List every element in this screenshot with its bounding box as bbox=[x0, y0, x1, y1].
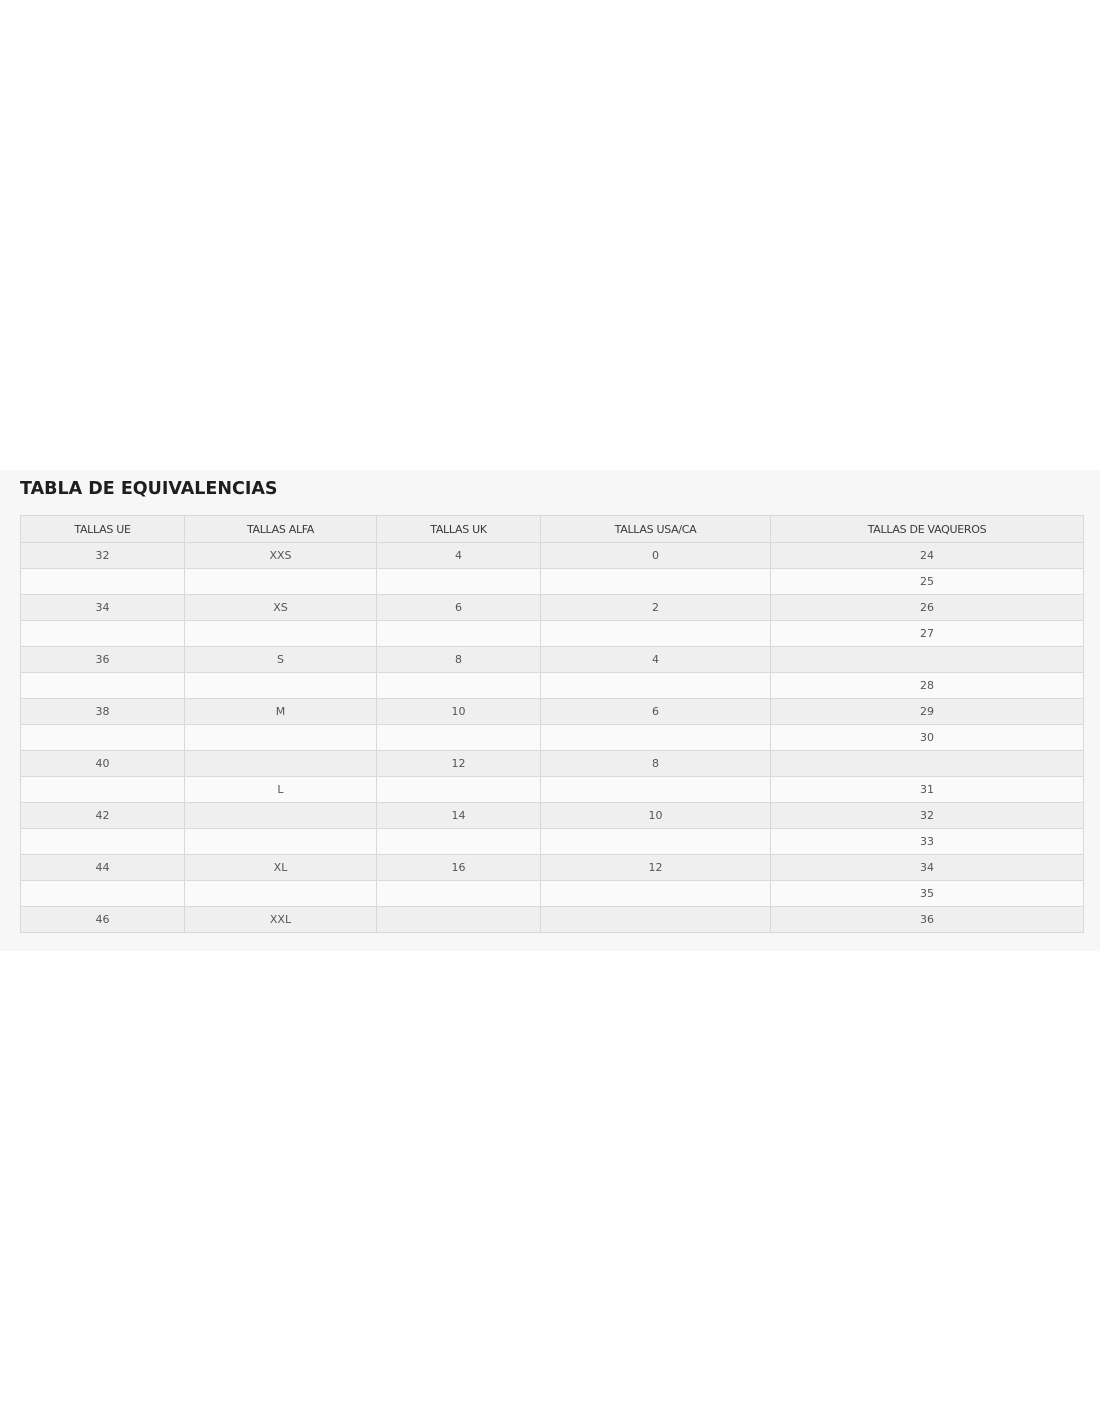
cell-tallas-vaqueros: 35 bbox=[771, 881, 1084, 907]
table-row bbox=[21, 803, 1084, 829]
cell-tallas-ue: 40 bbox=[21, 751, 185, 777]
table-row bbox=[21, 673, 1084, 699]
cell-tallas-vaqueros: 36 bbox=[771, 907, 1084, 933]
cell-tallas-uk: 8 bbox=[377, 647, 541, 673]
header-row bbox=[21, 516, 1084, 543]
cell-tallas-uk: 14 bbox=[377, 803, 541, 829]
cell-tallas-alfa: XL bbox=[185, 855, 377, 881]
cell-tallas-uk bbox=[377, 725, 541, 751]
cell-tallas-usa-ca bbox=[541, 569, 771, 595]
cell-tallas-vaqueros: 30 bbox=[771, 725, 1084, 751]
cell-tallas-usa-ca bbox=[541, 673, 771, 699]
header-tallas-usa-ca: TALLAS USA/CA bbox=[541, 516, 771, 543]
table-row bbox=[21, 777, 1084, 803]
cell-tallas-usa-ca bbox=[541, 725, 771, 751]
cell-tallas-uk bbox=[377, 777, 541, 803]
cell-tallas-ue bbox=[21, 725, 185, 751]
cell-tallas-alfa bbox=[185, 829, 377, 855]
cell-tallas-uk: 16 bbox=[377, 855, 541, 881]
cell-tallas-vaqueros: 32 bbox=[771, 803, 1084, 829]
cell-tallas-alfa bbox=[185, 673, 377, 699]
cell-tallas-vaqueros: 24 bbox=[771, 543, 1084, 569]
header-tallas-vaqueros: TALLAS DE VAQUEROS bbox=[771, 516, 1084, 543]
table-row bbox=[21, 751, 1084, 777]
cell-tallas-ue bbox=[21, 777, 185, 803]
cell-tallas-usa-ca bbox=[541, 881, 771, 907]
cell-tallas-usa-ca: 2 bbox=[541, 595, 771, 621]
table-row bbox=[21, 829, 1084, 855]
table-row bbox=[21, 621, 1084, 647]
cell-tallas-usa-ca bbox=[541, 777, 771, 803]
page-title: TABLA DE EQUIVALENCIAS bbox=[20, 479, 278, 499]
cell-tallas-uk bbox=[377, 907, 541, 933]
cell-tallas-alfa: XXS bbox=[185, 543, 377, 569]
table-row bbox=[21, 725, 1084, 751]
table-header bbox=[21, 516, 1084, 543]
header-tallas-alfa: TALLAS ALFA bbox=[185, 516, 377, 543]
cell-tallas-ue: 38 bbox=[21, 699, 185, 725]
cell-tallas-vaqueros bbox=[771, 751, 1084, 777]
cell-tallas-vaqueros: 26 bbox=[771, 595, 1084, 621]
cell-tallas-ue bbox=[21, 881, 185, 907]
cell-tallas-usa-ca: 4 bbox=[541, 647, 771, 673]
cell-tallas-uk: 6 bbox=[377, 595, 541, 621]
cell-tallas-usa-ca: 10 bbox=[541, 803, 771, 829]
cell-tallas-usa-ca bbox=[541, 907, 771, 933]
cell-tallas-vaqueros: 28 bbox=[771, 673, 1084, 699]
size-equivalence-table bbox=[20, 515, 1084, 933]
table-row bbox=[21, 881, 1084, 907]
cell-tallas-ue: 32 bbox=[21, 543, 185, 569]
table-body bbox=[21, 543, 1084, 933]
cell-tallas-ue bbox=[21, 673, 185, 699]
cell-tallas-usa-ca bbox=[541, 621, 771, 647]
cell-tallas-uk bbox=[377, 881, 541, 907]
table-row bbox=[21, 907, 1084, 933]
cell-tallas-vaqueros bbox=[771, 647, 1084, 673]
cell-tallas-ue: 46 bbox=[21, 907, 185, 933]
cell-tallas-ue bbox=[21, 829, 185, 855]
cell-tallas-alfa bbox=[185, 621, 377, 647]
cell-tallas-uk: 10 bbox=[377, 699, 541, 725]
cell-tallas-uk bbox=[377, 829, 541, 855]
cell-tallas-vaqueros: 33 bbox=[771, 829, 1084, 855]
table-row bbox=[21, 855, 1084, 881]
cell-tallas-uk bbox=[377, 673, 541, 699]
cell-tallas-ue: 36 bbox=[21, 647, 185, 673]
cell-tallas-alfa bbox=[185, 881, 377, 907]
cell-tallas-alfa: XXL bbox=[185, 907, 377, 933]
cell-tallas-alfa bbox=[185, 725, 377, 751]
cell-tallas-vaqueros: 34 bbox=[771, 855, 1084, 881]
cell-tallas-ue bbox=[21, 621, 185, 647]
cell-tallas-alfa: L bbox=[185, 777, 377, 803]
header-tallas-ue: TALLAS UE bbox=[21, 516, 185, 543]
table-row bbox=[21, 595, 1084, 621]
cell-tallas-vaqueros: 27 bbox=[771, 621, 1084, 647]
cell-tallas-ue: 34 bbox=[21, 595, 185, 621]
cell-tallas-uk: 4 bbox=[377, 543, 541, 569]
cell-tallas-vaqueros: 31 bbox=[771, 777, 1084, 803]
cell-tallas-alfa bbox=[185, 569, 377, 595]
table-row bbox=[21, 543, 1084, 569]
header-tallas-uk: TALLAS UK bbox=[377, 516, 541, 543]
cell-tallas-vaqueros: 25 bbox=[771, 569, 1084, 595]
table-row bbox=[21, 699, 1084, 725]
cell-tallas-uk bbox=[377, 621, 541, 647]
cell-tallas-alfa: S bbox=[185, 647, 377, 673]
cell-tallas-ue bbox=[21, 569, 185, 595]
cell-tallas-usa-ca bbox=[541, 829, 771, 855]
cell-tallas-vaqueros: 29 bbox=[771, 699, 1084, 725]
cell-tallas-alfa bbox=[185, 751, 377, 777]
cell-tallas-ue: 44 bbox=[21, 855, 185, 881]
cell-tallas-usa-ca: 12 bbox=[541, 855, 771, 881]
cell-tallas-usa-ca: 8 bbox=[541, 751, 771, 777]
cell-tallas-ue: 42 bbox=[21, 803, 185, 829]
cell-tallas-usa-ca: 0 bbox=[541, 543, 771, 569]
cell-tallas-usa-ca: 6 bbox=[541, 699, 771, 725]
cell-tallas-uk: 12 bbox=[377, 751, 541, 777]
table-row bbox=[21, 569, 1084, 595]
cell-tallas-alfa: XS bbox=[185, 595, 377, 621]
cell-tallas-alfa: M bbox=[185, 699, 377, 725]
cell-tallas-uk bbox=[377, 569, 541, 595]
table-row bbox=[21, 647, 1084, 673]
cell-tallas-alfa bbox=[185, 803, 377, 829]
